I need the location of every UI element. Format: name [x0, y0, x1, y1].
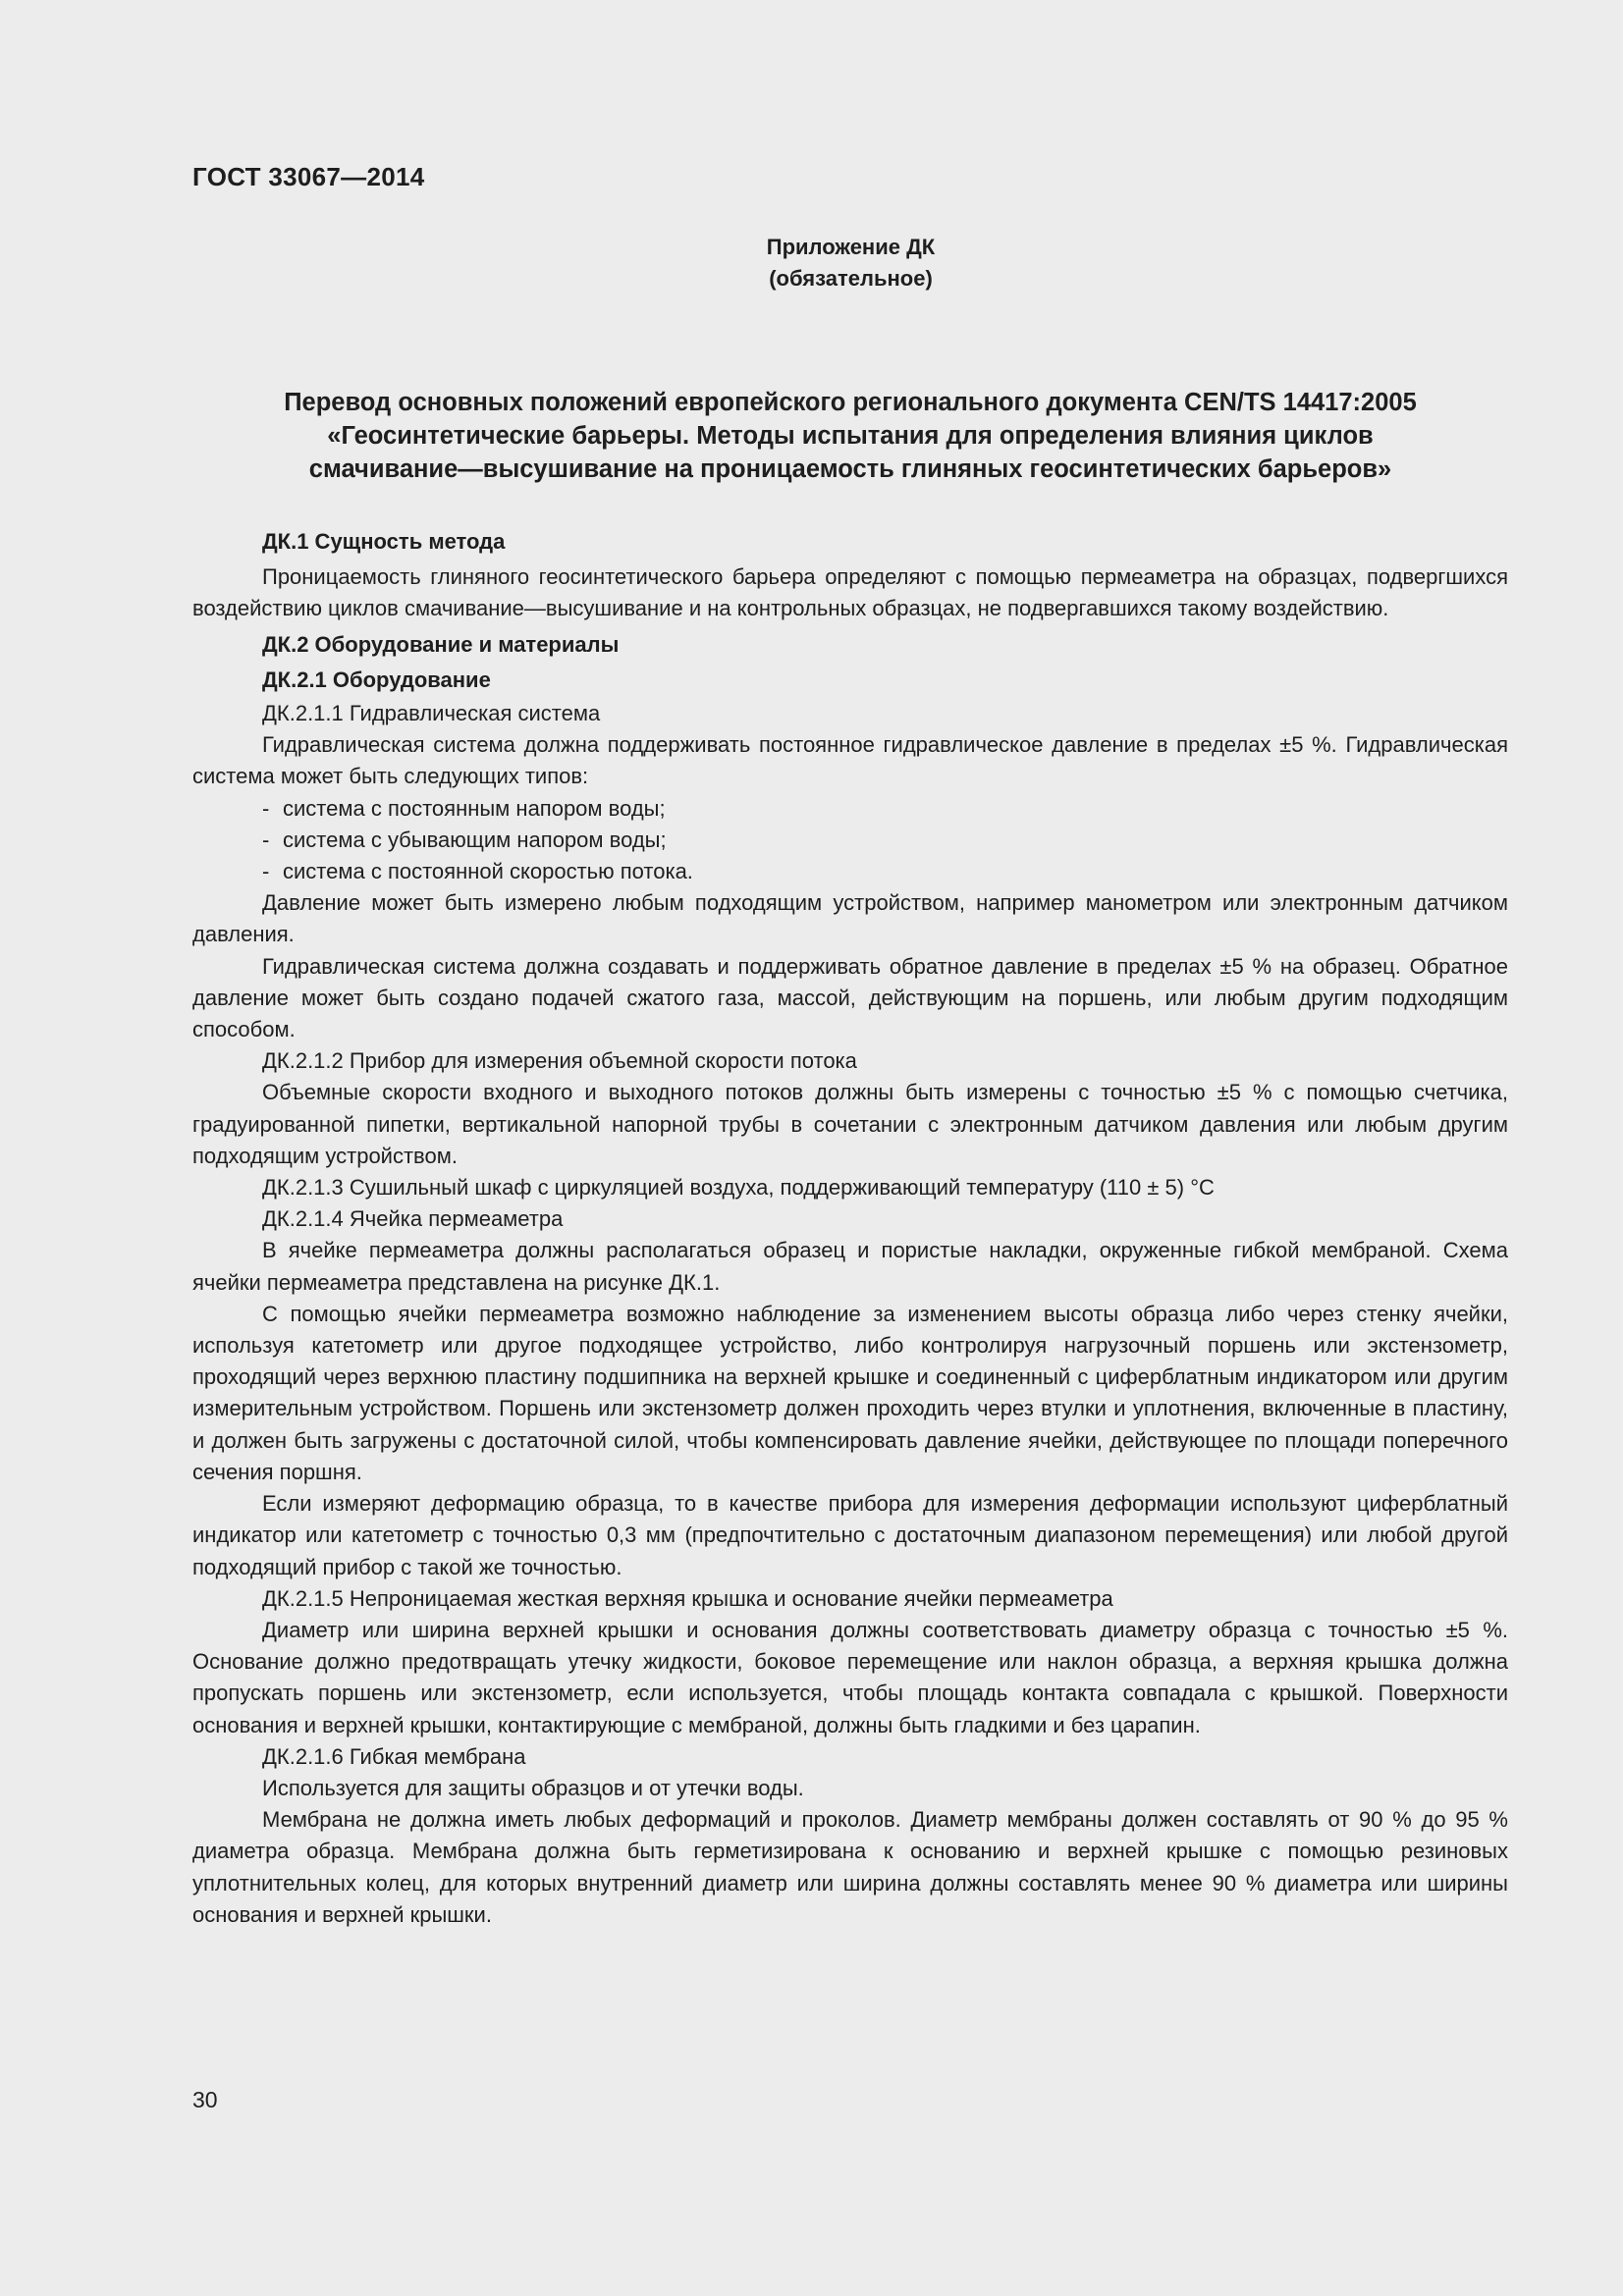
clause-heading-dk213: ДК.2.1.3 Сушильный шкаф с циркуляцией воздуха, поддерживающий температуру (110 ± 5) °С [262, 1175, 1215, 1201]
paragraph: Диаметр или ширина верхней крышки и основания должны соответствовать диаметру образца с точностью ±5 %. Основание должно предотвращать утечку жидкости, боковое перемещение или наклон образца, а верхняя крышка должна пропускать поршень или экстензометр, если используется, чтобы площадь контакта совпадала с крышкой. Поверхности основания и верхней крышки, контактирующие с мембраной, должны быть гладкими и без царапин. [192, 1617, 1508, 1737]
clause-heading-dk212: ДК.2.1.2 Прибор для измерения объемной скорости потока [262, 1048, 857, 1074]
paragraph: Проницаемость глиняного геосинтетического барьера определяют с помощью пермеаметра на образцах, подвергшихся воздействию циклов смачивание—высушивание и на контрольных образцах, не подвергавшихся такому воздействию. [192, 564, 1508, 621]
document-title [192, 386, 1508, 486]
annex-title: Приложение ДК [766, 235, 936, 259]
document-body [192, 526, 1508, 1931]
paragraph: В ячейке пермеаметра должны располагаться образец и пористые накладки, окруженные гибкой мембраной. Схема ячейки пермеаметра представлена на рисунке ДК.1. [192, 1238, 1508, 1295]
section-heading-dk1: ДК.1 Сущность метода [262, 529, 506, 554]
paragraph: Гидравлическая система должна создавать и поддерживать обратное давление в пределах ±5 % на образец. Обратное давление может быть создано подачей сжатого газа, массой, действующим на поршень, или любым другим подходящим способом. [192, 953, 1508, 1042]
clause-heading-dk214: ДК.2.1.4 Ячейка пермеаметра [262, 1206, 564, 1232]
paragraph: Мембрана не должна иметь любых деформаций и проколов. Диаметр мембраны должен составлять от 90 % до 95 % диаметра образца. Мембрана должна быть герметизирована к основанию и верхней крышке с помощью резиновых уплотнительных колец, для которых внутренний диаметр или ширина должны составлять менее 90 % диаметра или ширины основания и верхней крышки. [192, 1807, 1508, 1927]
document-title-line-2: «Геосинтетические барьеры. Методы испытания для определения влияния циклов [327, 422, 1374, 450]
list-item: - система с постоянной скоростью потока. [262, 859, 693, 884]
annex-heading [0, 232, 1623, 294]
list-item-text: система с убывающим напором воды; [283, 827, 667, 852]
list-item-text: система с постоянным напором воды; [283, 795, 666, 821]
paragraph: Используется для защиты образцов и от утечки воды. [262, 1775, 804, 1800]
section-heading-dk2: ДК.2 Оборудование и материалы [262, 631, 620, 657]
clause-heading-dk215: ДК.2.1.5 Непроницаемая жесткая верхняя крышка и основание ячейки пермеаметра [262, 1585, 1113, 1611]
paragraph: Давление может быть измерено любым подходящим устройством, например манометром или электронным датчиком давления. [192, 890, 1508, 947]
clause-heading-dk211: ДК.2.1.1 Гидравлическая система [262, 701, 601, 726]
paragraph: Объемные скорости входного и выходного потоков должны быть измерены с точностью ±5 % с помощью счетчика, градуированной пипетки, вертикальной напорной трубы в сочетании с электронным датчиком давления или любым другим подходящим устройством. [192, 1080, 1508, 1168]
clause-heading-dk216: ДК.2.1.6 Гибкая мембрана [262, 1743, 526, 1769]
document-title-line-1: Перевод основных положений европейского регионального документа CEN/TS 14417:2005 [284, 389, 1417, 416]
paragraph: С помощью ячейки пермеаметра возможно наблюдение за изменением высоты образца либо через стенку ячейки, используя катетометр или другое подходящее устройство, либо контролируя нагрузочный поршень или экстензометр, проходящий через верхнюю пластину подшипника на верхней крышке и соединенный с циферблатным индикатором или другим измерительным устройством. Поршень или экстензометр должен проходить через втулки и уплотнения, включенные в пластину, и должен быть загружены с достаточной силой, чтобы компенсировать давление ячейки, действующее по площади поперечного сечения поршня. [192, 1301, 1508, 1484]
page-number: 30 [192, 2087, 218, 2112]
paragraph: Если измеряют деформацию образца, то в качестве прибора для измерения деформации используют циферблатный индикатор или катетометр с точностью 0,3 мм (предпочтительно с достаточным диапазоном перемещения) или любой другой подходящий прибор с такой же точностью. [192, 1491, 1508, 1579]
document-title-line-3: смачивание—высушивание на проницаемость глиняных геосинтетических барьеров» [308, 455, 1392, 483]
annex-status: (обязательное) [769, 266, 933, 291]
list-item: - система с убывающим напором воды; [262, 827, 667, 852]
list-item: - система с постоянным напором воды; [262, 795, 666, 821]
standard-code: ГОСТ 33067—2014 [192, 162, 425, 191]
section-heading-dk21: ДК.2.1 Оборудование [262, 667, 491, 692]
paragraph: Гидравлическая система должна поддерживать постоянное гидравлическое давление в пределах ±5 %. Гидравлическая система может быть следующих типов: [192, 732, 1508, 789]
list-item-text: система с постоянной скоростью потока. [283, 859, 693, 884]
